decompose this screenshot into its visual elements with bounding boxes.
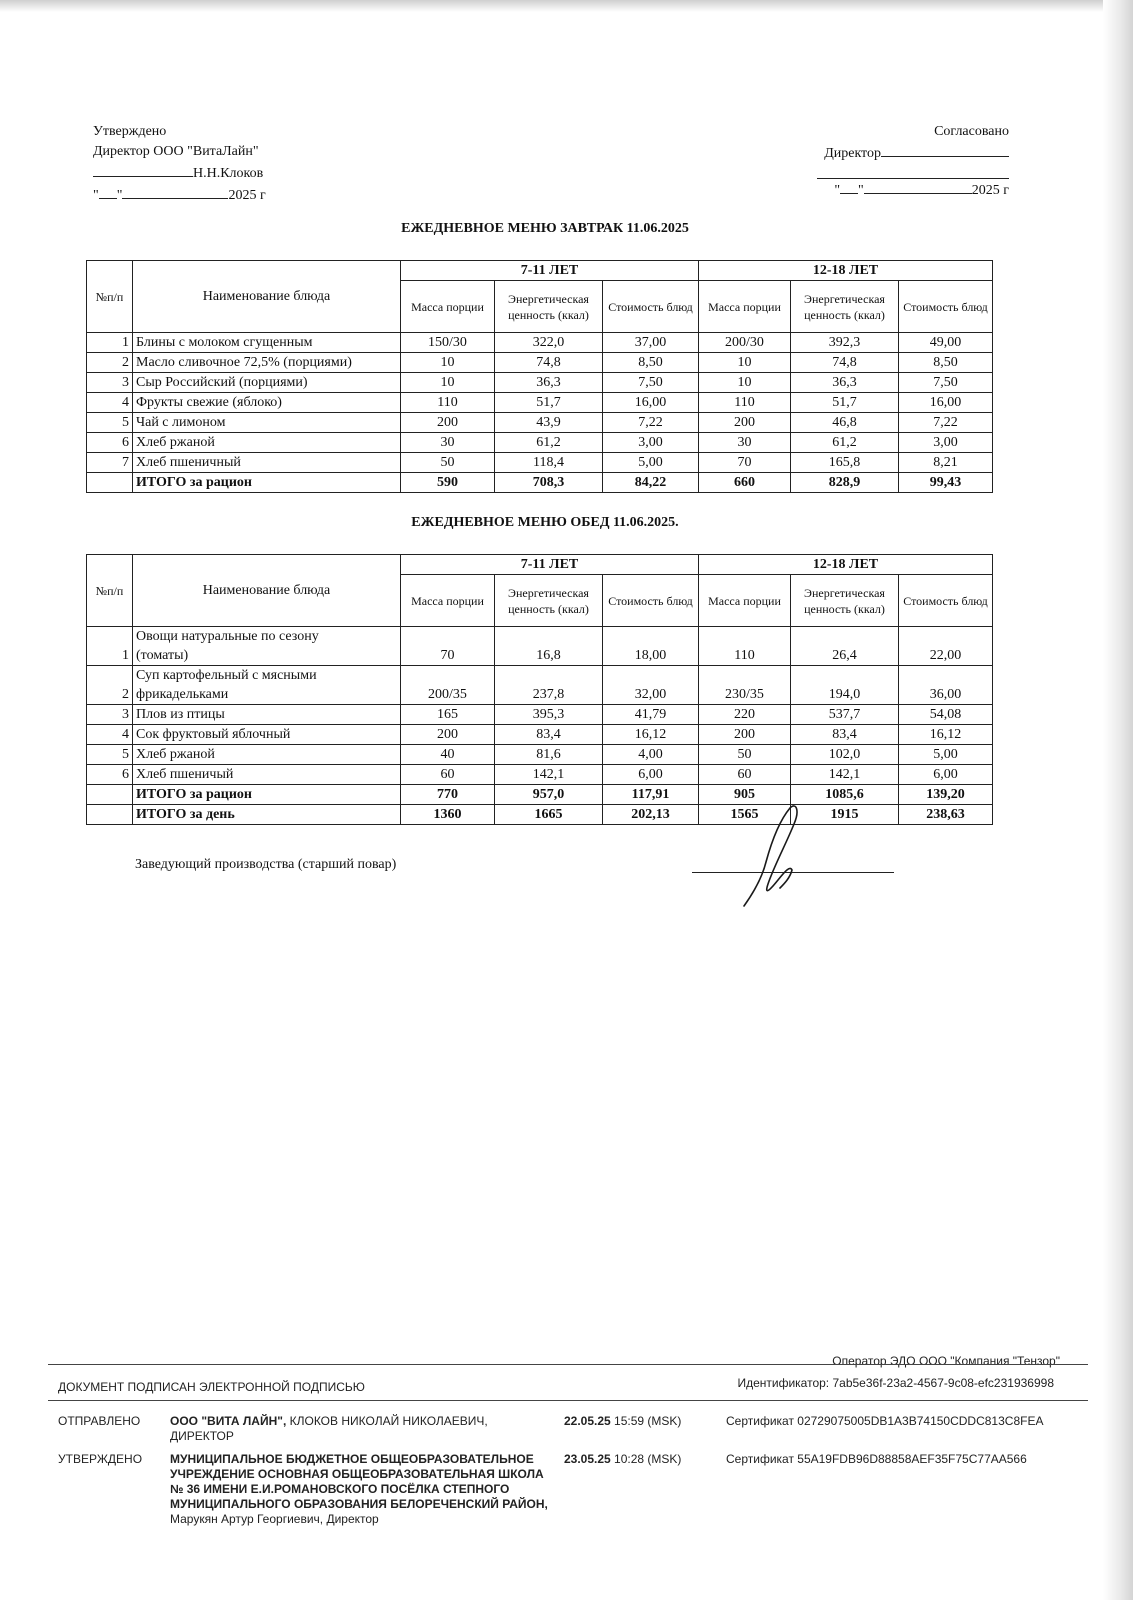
total-energy-7-11: 957,0	[495, 785, 603, 805]
quote-open: "	[93, 188, 99, 203]
divider	[48, 1400, 1088, 1401]
sent-org-name: ООО "ВИТА ЛАЙН",	[170, 1414, 287, 1428]
cost-12-18: 36,00	[899, 666, 993, 705]
quote-open: "	[834, 183, 841, 198]
mass-7-11: 10	[401, 373, 495, 393]
mass-12-18: 220	[699, 705, 791, 725]
day-total-energy-7-11: 1665	[495, 805, 603, 825]
energy-12-18: 83,4	[791, 725, 899, 745]
approver-position: Директор ООО "ВитаЛайн"	[93, 144, 259, 159]
dish-name: Блины с молоком сгущенным	[133, 333, 401, 353]
lunch-table	[86, 554, 993, 825]
row-number: 3	[87, 705, 133, 725]
director-blank	[881, 142, 1009, 157]
approval-year: 2025 г	[228, 188, 266, 203]
total-energy-12-18: 828,9	[791, 473, 899, 493]
energy-7-11: 36,3	[495, 373, 603, 393]
row-number: 5	[87, 413, 133, 433]
cost-12-18: 7,50	[899, 373, 993, 393]
cost-7-11: 3,00	[603, 433, 699, 453]
cost-12-18: 49,00	[899, 333, 993, 353]
mass-12-18: 200	[699, 413, 791, 433]
col-cost-header: Стоимость блюд	[899, 575, 993, 627]
col-cost-header: Стоимость блюд	[603, 281, 699, 333]
total-cost-7-11: 84,22	[603, 473, 699, 493]
total-mass-7-11: 590	[401, 473, 495, 493]
table-row	[87, 373, 993, 393]
cost-7-11: 32,00	[603, 666, 699, 705]
day-total-mass-12-18: 1565	[699, 805, 791, 825]
table-row	[87, 627, 993, 666]
table-row	[87, 413, 993, 433]
energy-12-18: 61,2	[791, 433, 899, 453]
dish-name: Чай с лимоном	[133, 413, 401, 433]
energy-12-18: 26,4	[791, 627, 899, 666]
signature-blank	[93, 162, 193, 177]
total-energy-7-11: 708,3	[495, 473, 603, 493]
approved-label: Утверждено	[93, 124, 167, 139]
director-label: Директор	[824, 146, 881, 161]
row-number: 6	[87, 433, 133, 453]
energy-12-18: 142,1	[791, 765, 899, 785]
energy-12-18: 194,0	[791, 666, 899, 705]
mass-7-11: 50	[401, 453, 495, 473]
dish-name: Хлеб ржаной	[133, 433, 401, 453]
agreement-year: 2025 г	[971, 183, 1009, 198]
agreement-block	[817, 122, 1009, 201]
energy-12-18: 51,7	[791, 393, 899, 413]
age-group-12-18: 12-18 ЛЕТ	[699, 261, 993, 281]
cost-12-18: 7,22	[899, 413, 993, 433]
sent-role: ОТПРАВЛЕНО	[58, 1414, 141, 1428]
day-total-cost-12-18: 238,63	[899, 805, 993, 825]
total-row	[87, 473, 993, 493]
dish-name-line: (томаты)	[136, 648, 189, 663]
energy-7-11: 395,3	[495, 705, 603, 725]
cost-7-11: 8,50	[603, 353, 699, 373]
cost-12-18: 54,08	[899, 705, 993, 725]
col-energy-header: Энергетическая ценность (ккал)	[495, 281, 603, 333]
cost-7-11: 16,12	[603, 725, 699, 745]
day-total-row	[87, 805, 993, 825]
scan-top-edge	[0, 0, 1133, 12]
mass-7-11: 200	[401, 725, 495, 745]
cost-7-11: 18,00	[603, 627, 699, 666]
row-number: 5	[87, 745, 133, 765]
dish-name: Плов из птицы	[133, 705, 401, 725]
col-mass-header: Масса порции	[699, 575, 791, 627]
energy-7-11: 118,4	[495, 453, 603, 473]
mass-7-11: 150/30	[401, 333, 495, 353]
mass-12-18: 50	[699, 745, 791, 765]
energy-12-18: 102,0	[791, 745, 899, 765]
dish-name-line: Суп картофельный с мясными	[136, 668, 317, 683]
mass-7-11: 165	[401, 705, 495, 725]
total-mass-7-11: 770	[401, 785, 495, 805]
total-label: ИТОГО за рацион	[133, 785, 401, 805]
sent-certificate: Сертификат 02729075005DB1A3B74150CDDC813C8FEA	[726, 1414, 1044, 1428]
row-number: 7	[87, 453, 133, 473]
mass-12-18: 10	[699, 373, 791, 393]
quote-close: "	[858, 183, 864, 198]
table-row	[87, 725, 993, 745]
cost-12-18: 3,00	[899, 433, 993, 453]
mass-7-11: 30	[401, 433, 495, 453]
table-row	[87, 745, 993, 765]
cost-7-11: 16,00	[603, 393, 699, 413]
mass-12-18: 70	[699, 453, 791, 473]
table-row	[87, 353, 993, 373]
total-cost-12-18: 139,20	[899, 785, 993, 805]
energy-7-11: 43,9	[495, 413, 603, 433]
month-blank	[864, 179, 972, 194]
dish-name: Сыр Российский (порциями)	[133, 373, 401, 393]
mass-7-11: 70	[401, 627, 495, 666]
dish-name: Фрукты свежие (яблоко)	[133, 393, 401, 413]
lunch-title: ЕЖЕДНЕВНОЕ МЕНЮ ОБЕД 11.06.2025.	[411, 515, 679, 530]
month-blank	[122, 184, 228, 199]
col-mass-header: Масса порции	[699, 281, 791, 333]
chef-signature-label: Заведующий производства (старший повар)	[135, 857, 397, 872]
cost-12-18: 5,00	[899, 745, 993, 765]
director-name-blank	[817, 164, 1009, 179]
approved-certificate: Сертификат 55A19FDB96D88858AEF35F75C77AA566	[726, 1452, 1027, 1466]
cost-7-11: 7,22	[603, 413, 699, 433]
table-row	[87, 705, 993, 725]
cost-12-18: 6,00	[899, 765, 993, 785]
energy-7-11: 74,8	[495, 353, 603, 373]
total-label: ИТОГО за рацион	[133, 473, 401, 493]
sent-time: 15:59 (MSK)	[610, 1414, 682, 1428]
energy-7-11: 322,0	[495, 333, 603, 353]
divider	[48, 1364, 1088, 1365]
cost-12-18: 22,00	[899, 627, 993, 666]
total-cost-7-11: 117,91	[603, 785, 699, 805]
approved-date: 23.05.25	[564, 1452, 611, 1466]
col-num-header: №п/п	[87, 555, 133, 627]
mass-7-11: 110	[401, 393, 495, 413]
row-number: 2	[87, 666, 133, 705]
approved-datetime	[564, 1452, 681, 1467]
day-total-label: ИТОГО за день	[133, 805, 401, 825]
col-energy-header: Энергетическая ценность (ккал)	[791, 575, 899, 627]
day-blank	[99, 184, 117, 199]
col-energy-header: Энергетическая ценность (ккал)	[495, 575, 603, 627]
row-number: 3	[87, 373, 133, 393]
cost-7-11: 41,79	[603, 705, 699, 725]
day-total-energy-12-18: 1915	[791, 805, 899, 825]
energy-7-11: 83,4	[495, 725, 603, 745]
cost-7-11: 37,00	[603, 333, 699, 353]
dish-name	[133, 666, 401, 705]
row-number-empty	[87, 785, 133, 805]
col-num-header: №п/п	[87, 261, 133, 333]
mass-12-18: 200	[699, 725, 791, 745]
energy-7-11: 16,8	[495, 627, 603, 666]
row-number: 6	[87, 765, 133, 785]
approved-org-person: Марукян Артур Георгиевич, Директор	[170, 1512, 379, 1526]
approved-time: 10:28 (MSK)	[610, 1452, 682, 1466]
approver-name: Н.Н.Клоков	[193, 166, 264, 181]
col-mass-header: Масса порции	[401, 281, 495, 333]
energy-12-18: 46,8	[791, 413, 899, 433]
row-number: 1	[87, 627, 133, 666]
breakfast-title: ЕЖЕДНЕВНОЕ МЕНЮ ЗАВТРАК 11.06.2025	[401, 221, 689, 236]
row-number: 2	[87, 353, 133, 373]
energy-7-11: 51,7	[495, 393, 603, 413]
energy-7-11: 142,1	[495, 765, 603, 785]
mass-7-11: 200	[401, 413, 495, 433]
dish-name: Хлеб ржаной	[133, 745, 401, 765]
table-row	[87, 393, 993, 413]
age-group-7-11: 7-11 ЛЕТ	[401, 555, 699, 575]
cost-12-18: 8,21	[899, 453, 993, 473]
total-cost-12-18: 99,43	[899, 473, 993, 493]
age-group-12-18: 12-18 ЛЕТ	[699, 555, 993, 575]
cost-12-18: 16,12	[899, 725, 993, 745]
dish-name-line: фрикадельками	[136, 687, 229, 702]
day-blank	[840, 179, 858, 194]
dish-name	[133, 627, 401, 666]
energy-12-18: 74,8	[791, 353, 899, 373]
approved-org-name: МУНИЦИПАЛЬНОЕ БЮДЖЕТНОЕ ОБЩЕОБРАЗОВАТЕЛЬНОЕ УЧРЕЖДЕНИЕ ОСНОВНАЯ ОБЩЕОБРАЗОВАТЕЛЬНАЯ ШКОЛА № 36 ИМЕНИ Е.И.РОМАНОВСКОГО ПОСЁЛКА СТЕПНОГО МУНИЦИПАЛЬНОГО ОБРАЗОВАНИЯ БЕЛОРЕЧЕНСКИЙ РАЙОН,	[170, 1452, 548, 1511]
total-mass-12-18: 905	[699, 785, 791, 805]
table-row	[87, 765, 993, 785]
total-row	[87, 785, 993, 805]
sent-org	[170, 1414, 550, 1444]
row-number: 1	[87, 333, 133, 353]
approval-date-line	[93, 184, 266, 206]
mass-12-18: 60	[699, 765, 791, 785]
row-number: 4	[87, 725, 133, 745]
cost-12-18: 8,50	[899, 353, 993, 373]
sent-date: 22.05.25	[564, 1414, 611, 1428]
table-row	[87, 666, 993, 705]
agreement-date-line	[817, 179, 1009, 201]
dish-name: Сок фруктовый яблочный	[133, 725, 401, 745]
col-name-header: Наименование блюда	[133, 555, 401, 627]
edo-signed-label: ДОКУМЕНТ ПОДПИСАН ЭЛЕКТРОННОЙ ПОДПИСЬЮ	[58, 1380, 365, 1394]
mass-12-18: 30	[699, 433, 791, 453]
mass-12-18: 200/30	[699, 333, 791, 353]
energy-12-18: 392,3	[791, 333, 899, 353]
total-energy-12-18: 1085,6	[791, 785, 899, 805]
dish-name: Масло сливочное 72,5% (порциями)	[133, 353, 401, 373]
mass-7-11: 60	[401, 765, 495, 785]
total-mass-12-18: 660	[699, 473, 791, 493]
sent-org-person: КЛОКОВ НИКОЛАЙ НИКОЛАЕВИЧ, ДИРЕКТОР	[170, 1414, 488, 1443]
col-mass-header: Масса порции	[401, 575, 495, 627]
cost-7-11: 7,50	[603, 373, 699, 393]
mass-7-11: 10	[401, 353, 495, 373]
dish-name: Хлеб пшеничный	[133, 453, 401, 473]
cost-7-11: 6,00	[603, 765, 699, 785]
edo-operator: Оператор ЭДО ООО "Компания "Тензор"	[832, 1354, 1060, 1368]
col-cost-header: Стоимость блюд	[899, 281, 993, 333]
dish-name: Хлеб пшеничый	[133, 765, 401, 785]
energy-7-11: 61,2	[495, 433, 603, 453]
row-number-empty	[87, 805, 133, 825]
energy-12-18: 165,8	[791, 453, 899, 473]
mass-12-18: 110	[699, 393, 791, 413]
mass-12-18: 10	[699, 353, 791, 373]
cost-12-18: 16,00	[899, 393, 993, 413]
quote-close: "	[116, 188, 123, 203]
mass-12-18: 110	[699, 627, 791, 666]
table-row	[87, 453, 993, 473]
mass-12-18: 230/35	[699, 666, 791, 705]
table-row	[87, 433, 993, 453]
approval-block	[93, 122, 266, 206]
handwritten-signature	[740, 800, 810, 910]
approved-org	[170, 1452, 550, 1527]
row-number-empty	[87, 473, 133, 493]
cost-7-11: 5,00	[603, 453, 699, 473]
col-energy-header: Энергетическая ценность (ккал)	[791, 281, 899, 333]
edo-identifier: Идентификатор: 7ab5e36f-23a2-4567-9c08-efc231936998	[737, 1376, 1054, 1390]
row-number: 4	[87, 393, 133, 413]
energy-7-11: 81,6	[495, 745, 603, 765]
col-cost-header: Стоимость блюд	[603, 575, 699, 627]
director-name-line	[817, 164, 1009, 179]
breakfast-table	[86, 260, 993, 493]
scan-right-edge	[1103, 0, 1133, 1600]
director-line	[817, 142, 1009, 164]
day-total-cost-7-11: 202,13	[603, 805, 699, 825]
agreed-label: Согласовано	[934, 124, 1009, 139]
sent-datetime	[564, 1414, 681, 1429]
energy-12-18: 36,3	[791, 373, 899, 393]
energy-12-18: 537,7	[791, 705, 899, 725]
day-total-mass-7-11: 1360	[401, 805, 495, 825]
age-group-7-11: 7-11 ЛЕТ	[401, 261, 699, 281]
approved-role: УТВЕРЖДЕНО	[58, 1452, 143, 1466]
energy-7-11: 237,8	[495, 666, 603, 705]
mass-7-11: 200/35	[401, 666, 495, 705]
col-name-header: Наименование блюда	[133, 261, 401, 333]
approver-name-line	[93, 162, 266, 184]
dish-name-line: Овощи натуральные по сезону	[136, 629, 319, 644]
cost-7-11: 4,00	[603, 745, 699, 765]
mass-7-11: 40	[401, 745, 495, 765]
table-row	[87, 333, 993, 353]
